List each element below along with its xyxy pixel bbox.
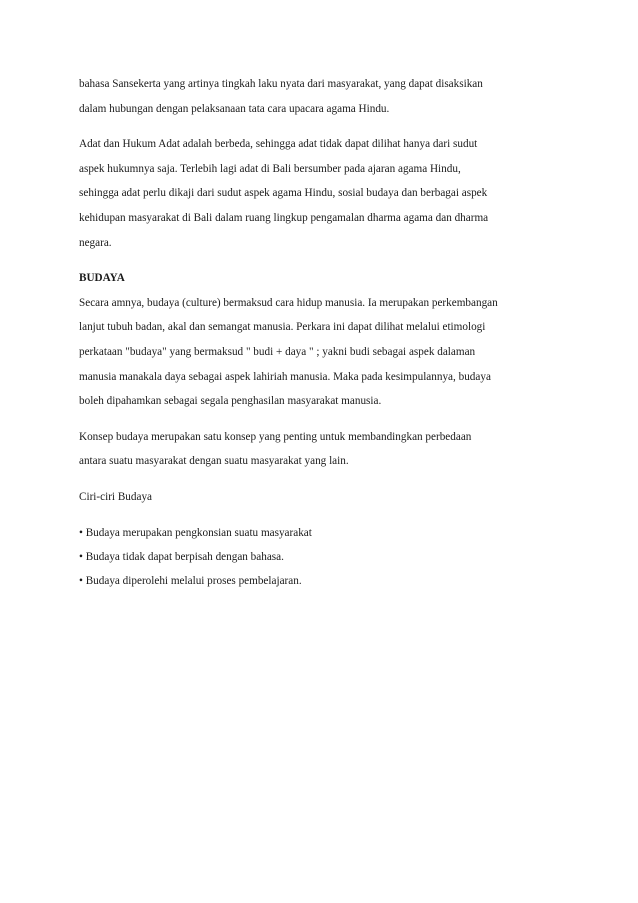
text-line: Adat dan Hukum Adat adalah berbeda, sehingga adat tidak dapat dilihat hanya dari sudut (79, 138, 478, 151)
list-item: • Budaya merupakan pengkonsian suatu masyarakat (79, 526, 312, 539)
ciri-ciri-list (79, 521, 569, 593)
subheading: Ciri-ciri Budaya (79, 490, 153, 503)
text-line: dalam hubungan dengan pelaksanaan tata cara upacara agama Hindu. (79, 102, 390, 115)
text-line: bahasa Sansekerta yang artinya tingkah laku nyata dari masyarakat, yang dapat disaksikan (79, 78, 483, 90)
text-line: Secara amnya, budaya (culture) bermaksud cara hidup manusia. Ia merupakan perkembangan (79, 296, 498, 309)
document-page (79, 72, 569, 593)
text-line: perkataan "budaya" yang bermaksud " budi + daya " ; yakni budi sebagai aspek dalaman (79, 345, 476, 358)
list-item: • Budaya diperolehi melalui proses pembelajaran. (79, 574, 302, 587)
ciri-ciri-title (79, 485, 569, 510)
paragraph-konsep-budaya (79, 425, 569, 474)
text-line: negara. (79, 236, 112, 249)
text-line: sehingga adat perlu dikaji dari sudut aspek agama Hindu, sosial budaya dan berbagai aspek (79, 187, 488, 200)
text-line: manusia manakala daya sebagai aspek lahiriah manusia. Maka pada kesimpulannya, budaya (79, 370, 491, 383)
text-line: kehidupan masyarakat di Bali dalam ruang lingkup pengamalan dharma agama dan dharma (79, 211, 489, 224)
paragraph-sansekerta (79, 72, 569, 121)
text-line: boleh dipahamkan sebagai segala penghasilan masyarakat manusia. (79, 395, 382, 408)
text-line: lanjut tubuh badan, akal dan semangat manusia. Perkara ini dapat dilihat melalui etimologi (79, 321, 486, 334)
text-line: Konsep budaya merupakan satu konsep yang penting untuk membandingkan perbedaan (79, 430, 472, 443)
list-item: • Budaya tidak dapat berpisah dengan bahasa. (79, 550, 284, 563)
section-heading: BUDAYA (79, 272, 125, 285)
text-line: antara suatu masyarakat dengan suatu masyarakat yang lain. (79, 455, 349, 468)
paragraph-adat-hukum-adat (79, 132, 569, 255)
text-line: aspek hukumnya saja. Terlebih lagi adat di Bali bersumber pada ajaran agama Hindu, (79, 162, 461, 175)
section-budaya (79, 266, 569, 414)
